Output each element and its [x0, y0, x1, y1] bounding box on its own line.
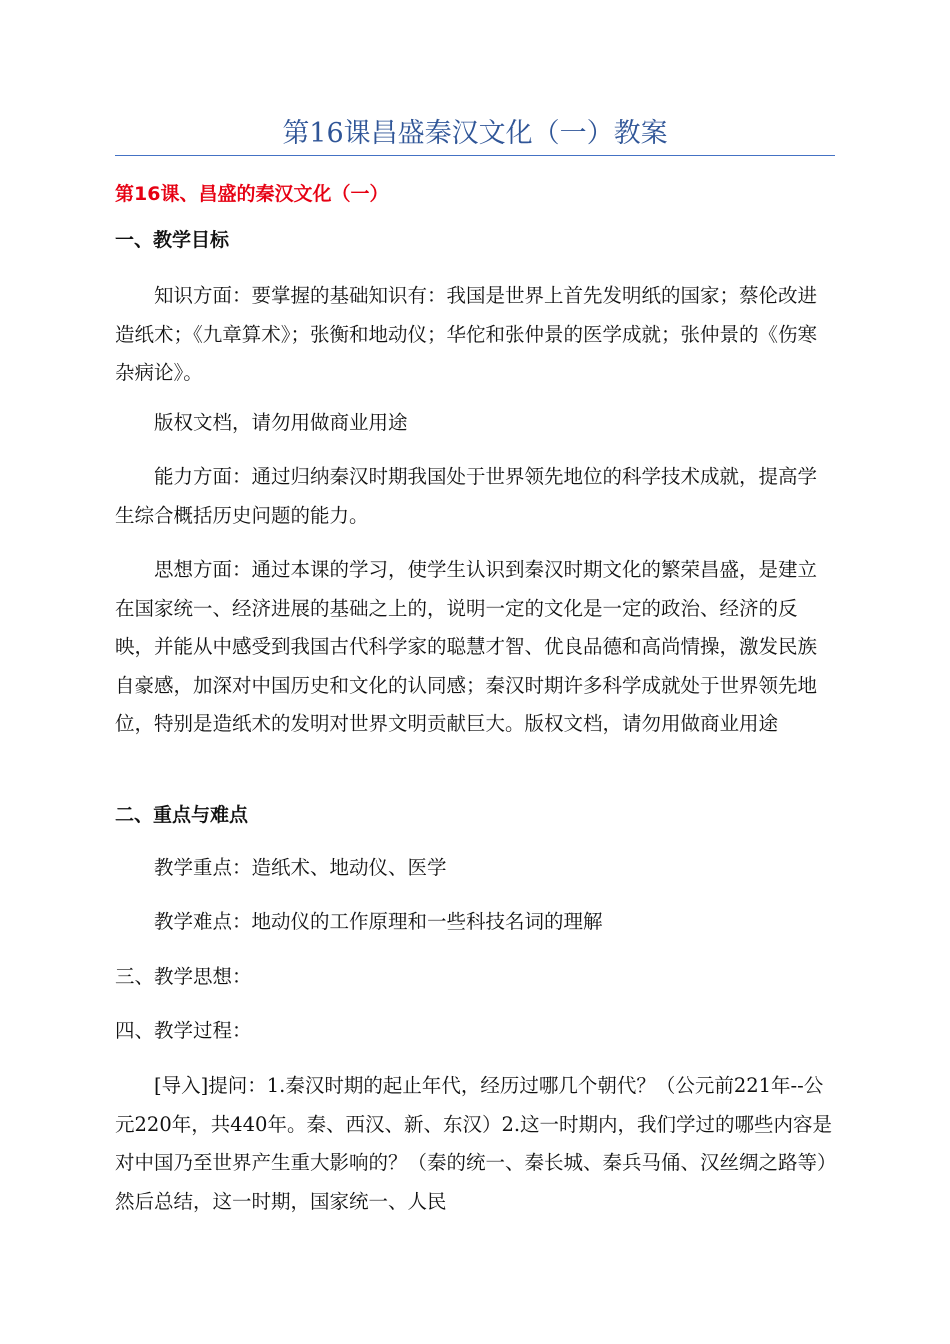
document-title: 第16课昌盛秦汉文化（一）教案	[282, 118, 668, 149]
paragraph-knowledge: 知识方面：要掌握的基础知识有：我国是世界上首先发明纸的国家；蔡伦改进造纸术；《九章算术》；张衡和地动仪；华佗和张仲景的医学成就；张仲景的《伤寒杂病论》。	[115, 284, 818, 384]
lesson-heading: 第16课、昌盛的秦汉文化（一）	[115, 183, 389, 205]
paragraph-introduction: [导入]提问：1.秦汉时期的起止年代，经历过哪几个朝代？（公元前221年--公元220年，共440年。秦、西汉、新、东汉）2.这一时期内，我们学过的哪些内容是对中国乃至世界产生重大影响的？（秦的统一、秦长城、秦兵马俑、汉丝绸之路等）然后总结，这一时期，国家统一、人民	[115, 1074, 833, 1213]
paragraph-key-point: 教学重点：造纸术、地动仪、医学	[154, 856, 447, 879]
paragraph-copyright-notice: 版权文档，请勿用做商业用途	[154, 411, 408, 434]
section-heading-key-points: 二、重点与难点	[115, 804, 249, 826]
paragraph-difficult-point: 教学难点：地动仪的工作原理和一些科技名词的理解	[154, 910, 603, 933]
section-heading-teaching-process: 四、教学过程：	[115, 1019, 252, 1042]
section-heading-objectives: 一、教学目标	[115, 229, 230, 251]
section-heading-teaching-idea: 三、教学思想：	[115, 965, 252, 988]
paragraph-ability: 能力方面：通过归纳秦汉时期我国处于世界领先地位的科学技术成就，提高学生综合概括历史问题的能力。	[115, 465, 818, 527]
paragraph-thought: 思想方面：通过本课的学习，使学生认识到秦汉时期文化的繁荣昌盛，是建立在国家统一、经济进展的基础之上的，说明一定的文化是一定的政治、经济的反映，并能从中感受到我国古代科学家的聪慧才智、优良品德和高尚情操，激发民族自豪感，加深对中国历史和文化的认同感；秦汉时期许多科学成就处于世界领先地位，特别是造纸术的发明对世界文明贡献巨大。版权文档，请勿用做商业用途	[115, 558, 818, 735]
title-underline	[115, 155, 835, 156]
